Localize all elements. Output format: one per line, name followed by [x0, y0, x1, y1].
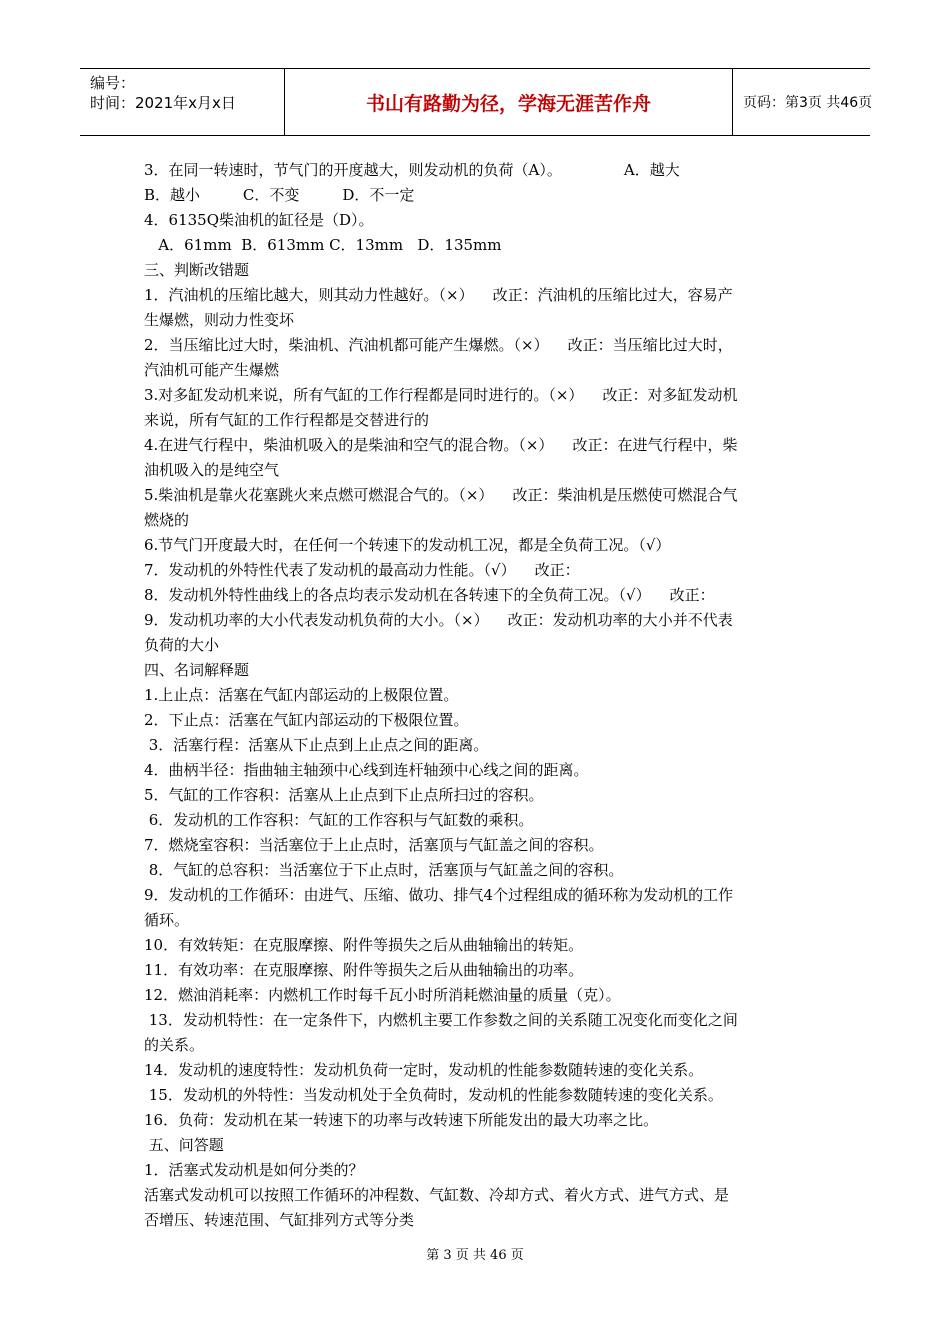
text-line: 2．下止点：活塞在气缸内部运动的下极限位置。: [144, 711, 469, 729]
text-line: 10．有效转矩：在克服摩擦、附件等损失之后从曲轴输出的转矩。: [144, 936, 584, 954]
text-line: 2．当压缩比过大时，柴油机、汽油机都可能产生爆燃。（×） 改正：当压缩比过大时，: [144, 336, 733, 354]
text-line: 3.对多缸发动机来说，所有气缸的工作行程都是同时进行的。（×） 改正：对多缸发动机: [144, 386, 738, 404]
text-line: 3．活塞行程：活塞从下止点到上止点之间的距离。: [144, 736, 489, 754]
text-line: 9．发动机功率的大小代表发动机负荷的大小。（×） 改正：发动机功率的大小并不代表: [144, 611, 733, 629]
text-line: 4.在进气行程中，柴油机吸入的是柴油和空气的混合物。（×） 改正：在进气行程中，柴: [144, 436, 738, 454]
header-meta: [80, 69, 285, 135]
header-motto: 书山有路勤为径，学海无涯苦作舟: [285, 69, 733, 135]
text-line: 否增压、转速范围、气缸排列方式等分类: [144, 1211, 415, 1229]
text-line: 汽油机可能产生爆燃: [144, 361, 280, 379]
text-line: A．61mm B．613mm C．13mm D．135mm: [144, 236, 502, 254]
text-line: 三、判断改错题: [144, 261, 250, 279]
header-page-number: 页码：第3页 共46页: [743, 95, 873, 111]
text-line: 的关系。: [144, 1036, 205, 1054]
text-line: 1.上止点：活塞在气缸内部运动的上极限位置。: [144, 686, 459, 704]
text-line: 来说，所有气缸的工作行程都是交替进行的: [144, 411, 430, 429]
text-line: 8．气缸的总容积：当活塞位于下止点时，活塞顶与气缸盖之间的容积。: [144, 861, 624, 879]
text-line: 8．发动机外特性曲线上的各点均表示发动机在各转速下的全负荷工况。（√） 改正：: [144, 586, 715, 604]
text-line: 13．发动机特性：在一定条件下，内燃机主要工作参数之间的关系随工况变化而变化之间: [144, 1011, 738, 1029]
text-line: 活塞式发动机可以按照工作循环的冲程数、气缸数、冷却方式、着火方式、进气方式、是: [144, 1186, 730, 1204]
text-line: 16．负荷：发动机在某一转速下的功率与改转速下所能发出的最大功率之比。: [144, 1111, 659, 1129]
text-line: 7．燃烧室容积：当活塞位于上止点时，活塞顶与气缸盖之间的容积。: [144, 836, 604, 854]
text-line: 6.节气门开度最大时，在任何一个转速下的发动机工况，都是全负荷工况。（√）: [144, 536, 671, 554]
text-line: 14．发动机的速度特性：发动机负荷一定时，发动机的性能参数随转速的变化关系。: [144, 1061, 704, 1079]
text-line: 6．发动机的工作容积：气缸的工作容积与气缸数的乘积。: [144, 811, 534, 829]
text-line: 1．活塞式发动机是如何分类的？: [144, 1161, 364, 1179]
text-line: 5.柴油机是靠火花塞跳火来点燃可燃混合气的。（×） 改正：柴油机是压燃使可燃混合气: [144, 486, 738, 504]
text-line: 五、问答题: [144, 1136, 224, 1154]
page-footer: 第 3 页 共 46 页: [426, 1248, 524, 1263]
text-line: 11．有效功率：在克服摩擦、附件等损失之后从曲轴输出的功率。: [144, 961, 584, 979]
text-line: 四、名词解释题: [144, 661, 250, 679]
text-line: 循环。: [144, 911, 190, 929]
text-line: 燃烧的: [144, 511, 190, 529]
text-line: 7．发动机的外特性代表了发动机的最高动力性能。（√） 改正：: [144, 561, 580, 579]
text-line: 5．气缸的工作容积：活塞从上止点到下止点所扫过的容积。: [144, 786, 544, 804]
text-line: 油机吸入的是纯空气: [144, 461, 280, 479]
document-body: [144, 158, 814, 1233]
date-label: 时间：2021年x月x日: [90, 94, 236, 112]
serial-label: 编号：: [90, 74, 136, 92]
text-line: 9．发动机的工作循环：由进气、压缩、做功、排气4个过程组成的循环称为发动机的工作: [144, 886, 734, 904]
text-line: 4．曲柄半径：指曲轴主轴颈中心线到连杆轴颈中心线之间的距离。: [144, 761, 589, 779]
text-line: 1．汽油机的压缩比越大，则其动力性越好。（×） 改正：汽油机的压缩比过大，容易产: [144, 286, 733, 304]
text-line: 生爆燃，则动力性变坏: [144, 311, 295, 329]
text-line: B．越小 C．不变 D．不一定: [144, 186, 415, 204]
page-header: [80, 68, 873, 136]
text-line: 负荷的大小: [144, 636, 220, 654]
text-line: 4．6135Q柴油机的缸径是（D）。: [144, 211, 374, 229]
text-line: 3．在同一转速时，节气门的开度越大，则发动机的负荷（A）。 A．越大: [144, 161, 680, 179]
text-line: 12．燃油消耗率：内燃机工作时每千瓦小时所消耗燃油量的质量（克）。: [144, 986, 621, 1004]
text-line: 15．发动机的外特性：当发动机处于全负荷时，发动机的性能参数随转速的变化关系。: [144, 1086, 723, 1104]
